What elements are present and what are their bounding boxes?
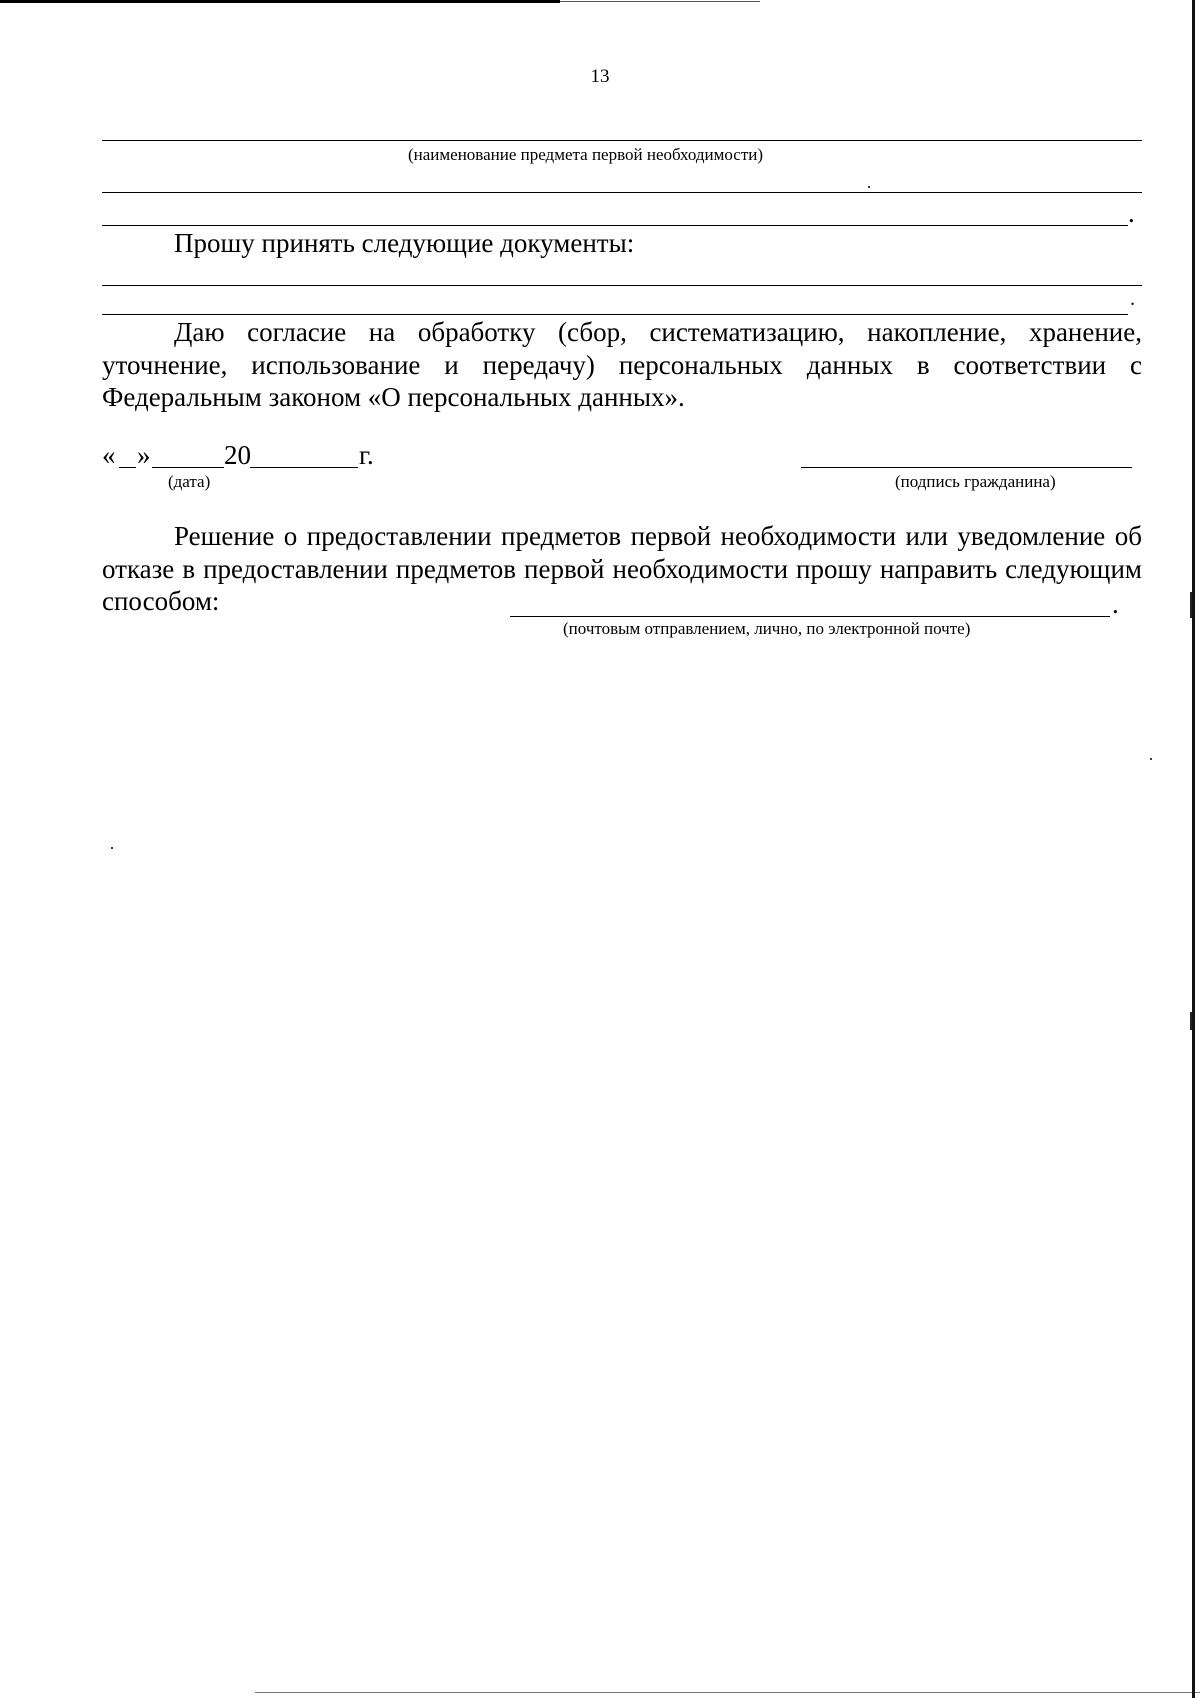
- documents-line-2: [102, 314, 1128, 315]
- date-year-line: [250, 467, 358, 468]
- scan-edge-right: [1192, 0, 1195, 1698]
- item-name-line-2: [102, 192, 1142, 193]
- scan-edge-top: [0, 0, 560, 3]
- item-name-line: [102, 140, 1142, 141]
- scan-edge-top-faint: [560, 1, 760, 2]
- date-year-prefix: 20: [224, 440, 251, 470]
- decision-text: Решение о предоставлении предметов первой необходимости или уведомление об отказе в предоставлении предметов первой необходимости прошу направить следующим способом:: [102, 521, 1142, 616]
- delivery-method-line: [510, 616, 1110, 617]
- scan-speck: [1190, 1012, 1192, 1030]
- date-month-line: [152, 467, 224, 468]
- consent-paragraph: Даю согласие на обработку (сбор, систематизацию, накопление, хранение, уточнение, использование и передачу) персональных данных в соответствии с Федеральным законом «О персональных данных».: [102, 317, 1142, 412]
- date-day-line: [119, 467, 136, 468]
- documents-request-heading: Прошу принять следующие документы:: [174, 228, 635, 258]
- delivery-period: .: [1112, 589, 1119, 619]
- date-caption: (дата): [168, 472, 211, 491]
- scan-speck: [1190, 592, 1192, 618]
- date-close-quote: »: [137, 440, 151, 470]
- signature-line: [801, 467, 1132, 468]
- scan-dot: [868, 186, 870, 188]
- page-number: 13: [590, 66, 610, 87]
- item-name-period: .: [1128, 198, 1135, 228]
- documents-line-1: [102, 285, 1142, 286]
- item-name-caption: (наименование предмета первой необходимости): [408, 145, 764, 164]
- decision-paragraph: [102, 520, 1142, 618]
- delivery-caption: (почтовым отправлением, лично, по электронной почте): [563, 619, 971, 638]
- item-name-line-3: [102, 225, 1128, 226]
- scan-dot: [111, 847, 113, 849]
- signature-caption: (подпись гражданина): [895, 472, 1056, 491]
- date-open-quote: «: [102, 440, 116, 470]
- scan-edge-bottom: [255, 1692, 1200, 1693]
- date-year-suffix: г.: [359, 440, 374, 470]
- documents-period: .: [1130, 288, 1135, 310]
- scan-dot: [1150, 758, 1152, 760]
